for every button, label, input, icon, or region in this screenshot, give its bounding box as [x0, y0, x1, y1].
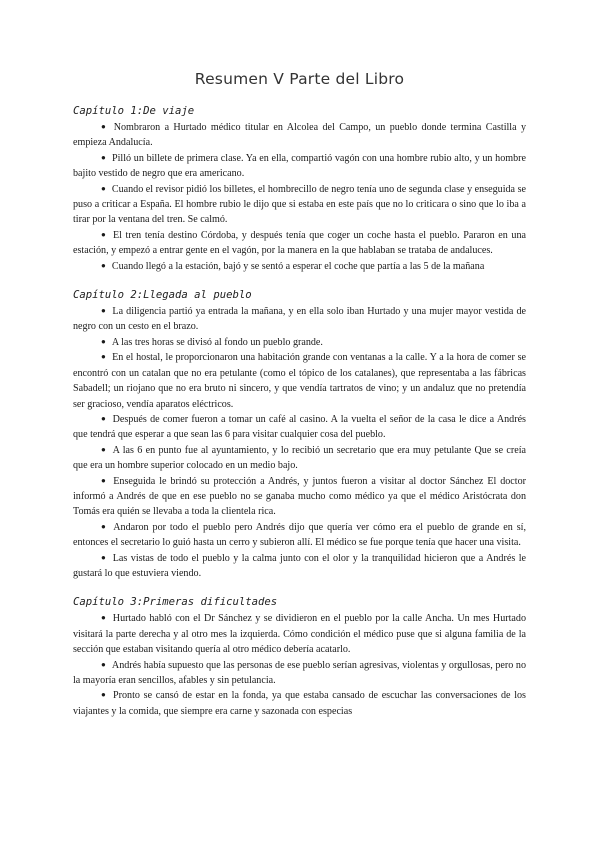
bullet-list: [73, 611, 526, 719]
list-item: ● Enseguida le brindó su protección a Andrés, y juntos fueron a visitar al doctor Sánchez El doctor informó a Andrés de que en ese pueblo no se ganaba mucho como médico ya que el médico Aristócrata don Tomás era quién se llevaba a toda la clientela rica.: [73, 475, 526, 518]
bullet-icon: ●: [101, 306, 107, 316]
list-item: ● Nombraron a Hurtado médico titular en Alcolea del Campo, un pueblo donde termina Castilla y empieza Andalucía.: [73, 122, 527, 149]
bullet-icon: ●: [101, 229, 107, 239]
bullet-icon: ●: [101, 152, 107, 162]
bullet-icon: ●: [101, 413, 107, 423]
list-item: ● Cuando llegó a la estación, bajó y se sentó a esperar el coche que partía a las 5 de la mañana: [101, 260, 485, 272]
chapter-1-section: [73, 104, 526, 274]
list-item: ● En el hostal, le proporcionaron una habitación grande con ventanas a la calle. Y a la hora de comer se encontró con un catalan que no era petulante (como el tópico de los catalanes), que representaba a las fábricas Sabadell; un riojano que no era bruto ni sincero, y que vendía tartratos de vino; y un andaluz que no pretendía ser gracioso, vendía aparatos eléctricos.: [73, 352, 526, 410]
bullet-icon: ●: [101, 122, 108, 131]
list-item: ● A las tres horas se divisó al fondo un pueblo grande.: [101, 336, 323, 348]
list-item: ● Andaron por todo el pueblo pero Andrés dijo que quería ver cómo era el pueblo de grande en sí, entonces el secretario lo guió hasta un cerro y subieron allí. El médico se fue porque tenía que hacer una visita.: [73, 521, 526, 549]
bullet-icon: ●: [101, 444, 107, 454]
list-item: ● Pilló un billete de primera clase. Ya en ella, compartió vagón con una hombre rubio alto, y un hombre bajito vestido de negro que era americano.: [73, 152, 526, 180]
list-item: ● Andrés había supuesto que las personas de ese pueblo serían agresivas, violentas y orgullosas, pero no la mayoría eran sencillos, afables y sin petulancia.: [73, 659, 526, 686]
list-item: ● A las 6 en punto fue al ayuntamiento, y lo recibió un secretario que era muy petulante Que se creía que era un hombre superior colocado en un medio bajo.: [73, 444, 526, 472]
chapter-heading: Capítulo 3:Primeras dificultades: [73, 596, 278, 609]
bullet-icon: ●: [101, 521, 108, 531]
page-title: Resumen V Parte del Libro: [194, 70, 405, 88]
chapter-heading: Capítulo 2:Llegada al pueblo: [73, 289, 252, 302]
list-item: ● La diligencia partió ya entrada la mañana, y en ella solo iban Hurtado y una mujer mayor vestida de negro con un cesto en el brazo.: [73, 306, 526, 333]
bullet-icon: ●: [101, 183, 106, 193]
bullet-icon: ●: [101, 260, 106, 270]
list-item: ● Cuando el revisor pidió los billetes, el hombrecillo de negro tenía uno de segunda clase y enseguida se puso a criticar a España. El hombre rubio le dijo que si estaba en este país que no lo criticara o sino que lo iba a tirar por la ventana del tren. Se calmó.: [73, 183, 526, 226]
bullet-icon: ●: [101, 659, 106, 669]
list-item: ● Después de comer fueron a tomar un café al casino. A la vuelta el señor de la casa le dice a Andrés que tendrá que esperar a que sean las 6 para visitar cualquier cosa del pueblo.: [73, 413, 526, 441]
bullet-icon: ●: [101, 613, 107, 623]
bullet-list: [73, 120, 526, 274]
bullet-icon: ●: [101, 690, 108, 700]
chapter-2-section: [73, 288, 526, 581]
list-item: ● El tren tenía destino Córdoba, y después tenía que coger un coche hasta el pueblo. Pararon en una estación, y empezó a entrar gente en el vagón, por la manera en la que hablaban se trataba de andaluces.: [73, 229, 526, 257]
bullet-icon: ●: [101, 475, 108, 485]
list-item: ● Pronto se cansó de estar en la fonda, ya que estaba cansado de escuchar las conversaciones de los viajantes y la comida, que siempre era carne y sazonada con especias: [73, 690, 526, 717]
chapter-3-section: [73, 595, 526, 719]
bullet-icon: ●: [101, 352, 107, 362]
bullet-icon: ●: [101, 336, 106, 346]
bullet-icon: ●: [101, 552, 107, 562]
list-item: ● Hurtado habló con el Dr Sánchez y se dividieron en el pueblo por la calle Ancha. Un mes Hurtado visitará la parte derecha y al otro mes la izquierda. Cómo condición el médico puse que si alguna familia de la sección que estaban visitando quería al otro médico debería acatarlo.: [73, 613, 526, 656]
chapter-heading: Capítulo 1:De viaje: [73, 105, 195, 117]
bullet-list: [73, 304, 526, 581]
list-item: ● Las vistas de todo el pueblo y la calma junto con el olor y la tranquilidad hicieron que a Andrés le gustará lo que estuviera viendo.: [73, 552, 526, 579]
